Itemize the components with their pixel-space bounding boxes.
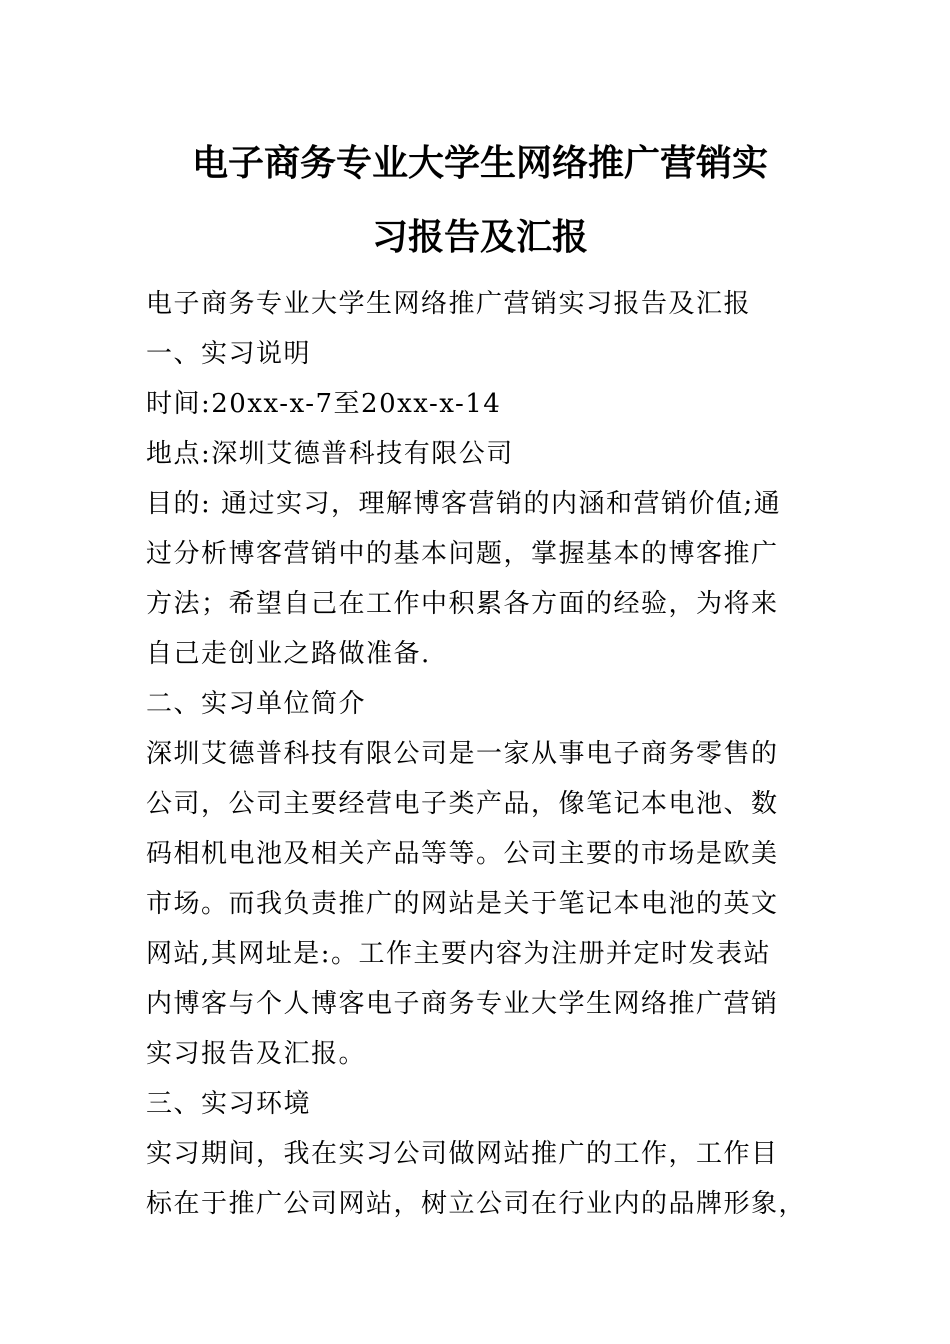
document-title-line-1: 电子商务专业大学生网络推广营销实 bbox=[191, 143, 768, 184]
body-line: 目的: 通过实习，理解博客营销的内涵和营销价值;通 bbox=[146, 489, 782, 519]
body-line: 过分析博客营销中的基本问题，掌握基本的博客推广 bbox=[146, 539, 779, 569]
body-line: 码相机电池及相关产品等等。公司主要的市场是欧美 bbox=[146, 839, 779, 869]
body-line: 公司，公司主要经营电子类产品，像笔记本电池、数 bbox=[146, 789, 779, 819]
body-line: 实习报告及汇报。 bbox=[146, 1039, 367, 1069]
body-line: 网站,其网址是:。工作主要内容为注册并定时发表站 bbox=[146, 939, 772, 969]
document-body bbox=[146, 279, 816, 1229]
body-line: 市场。而我负责推广的网站是关于笔记本电池的英文 bbox=[146, 889, 779, 919]
body-line: 电子商务专业大学生网络推广营销实习报告及汇报 bbox=[146, 289, 752, 319]
body-line: 地点:深圳艾德普科技有限公司 bbox=[146, 439, 514, 469]
section-heading: 二、实习单位简介 bbox=[146, 689, 367, 719]
section-heading: 三、实习环境 bbox=[146, 1089, 312, 1119]
body-line: 时间:20xx-x-7至20xx-x-14 bbox=[146, 389, 502, 419]
body-line: 方法；希望自己在工作中积累各方面的经验，为将来 bbox=[146, 589, 779, 619]
body-line: 实习期间，我在实习公司做网站推广的工作，工作目 bbox=[146, 1139, 779, 1169]
body-line: 深圳艾德普科技有限公司是一家从事电子商务零售的 bbox=[146, 739, 779, 769]
body-line: 自己走创业之路做准备. bbox=[146, 639, 431, 669]
body-line: 内博客与个人博客电子商务专业大学生网络推广营销 bbox=[146, 989, 779, 1019]
section-heading: 一、实习说明 bbox=[146, 339, 312, 369]
document-title-line-2: 习报告及汇报 bbox=[371, 217, 588, 258]
body-line: 标在于推广公司网站，树立公司在行业内的品牌形象， bbox=[146, 1189, 807, 1219]
